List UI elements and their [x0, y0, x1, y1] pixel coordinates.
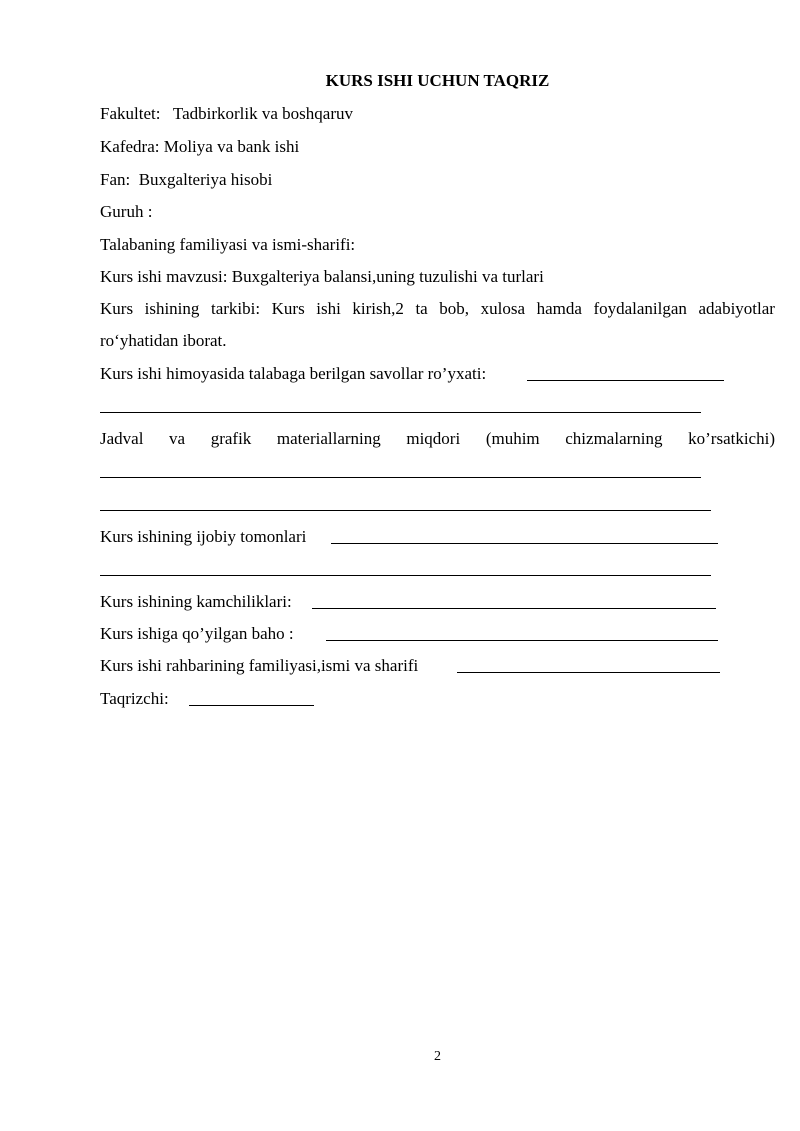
savollar-blank	[527, 380, 724, 381]
jadval-word: Jadval	[100, 429, 144, 448]
mavzu-line: Kurs ishi mavzusi: Buxgalteriya balansi,uning tuzulishi va turlari	[100, 267, 544, 286]
jadval-word: va	[169, 429, 186, 448]
tarkibi-word: Kurs	[100, 299, 134, 318]
tarkibi-word: adabiyotlar	[698, 299, 775, 318]
kafedra-line: Kafedra: Moliya va bank ishi	[100, 137, 300, 156]
baho-blank	[326, 640, 718, 641]
savollar-blank-continued	[100, 412, 701, 413]
ijobiy-blank	[331, 543, 718, 544]
jadval-word: ko’rsatkichi)	[688, 429, 775, 448]
tarkibi-word: kirish,2	[352, 299, 404, 318]
tarkibi-line-2: ro‘yhatidan iborat.	[100, 331, 227, 350]
taqrizchi-line: Taqrizchi:	[100, 689, 169, 708]
rahbar-blank	[457, 672, 720, 673]
jadval-line	[100, 429, 775, 449]
tarkibi-word: ishining	[144, 299, 200, 318]
jadval-blank-1	[100, 477, 701, 478]
kamchiliklar-line: Kurs ishining kamchiliklari:	[100, 592, 292, 611]
tarkibi-word: tarkibi:	[210, 299, 261, 318]
savollar-line: Kurs ishi himoyasida talabaga berilgan savollar ro’yxati:	[100, 364, 487, 383]
tarkibi-word: foydalanilgan	[593, 299, 687, 318]
kamchiliklar-blank	[312, 608, 716, 609]
tarkibi-line-1	[100, 299, 775, 319]
page-number: 2	[434, 1049, 441, 1064]
jadval-word: miqdori	[406, 429, 461, 448]
talaba-line: Talabaning familiyasi va ismi-sharifi:	[100, 235, 356, 254]
jadval-word: chizmalarning	[565, 429, 663, 448]
tarkibi-word: ta	[415, 299, 428, 318]
tarkibi-word: Kurs	[271, 299, 305, 318]
jadval-word: materiallarning	[276, 429, 381, 448]
jadval-blank-2	[100, 510, 711, 511]
tarkibi-word: ishi	[316, 299, 341, 318]
guruh-line: Guruh :	[100, 202, 153, 221]
taqrizchi-blank	[189, 705, 314, 706]
document-title: KURS ISHI UCHUN TAQRIZ	[325, 71, 550, 90]
jadval-word: (muhim	[485, 429, 540, 448]
fakultet-line: Fakultet: Tadbirkorlik va boshqaruv	[100, 104, 353, 123]
ijobiy-blank-continued	[100, 575, 711, 576]
jadval-word: grafik	[210, 429, 252, 448]
baho-line: Kurs ishiga qo’yilgan baho :	[100, 624, 294, 643]
tarkibi-word: xulosa	[480, 299, 525, 318]
tarkibi-word: hamda	[536, 299, 582, 318]
tarkibi-word: bob,	[439, 299, 470, 318]
ijobiy-line: Kurs ishining ijobiy tomonlari	[100, 527, 307, 546]
fan-line: Fan: Buxgalteriya hisobi	[100, 170, 273, 189]
rahbar-line: Kurs ishi rahbarining familiyasi,ismi va sharifi	[100, 656, 419, 675]
